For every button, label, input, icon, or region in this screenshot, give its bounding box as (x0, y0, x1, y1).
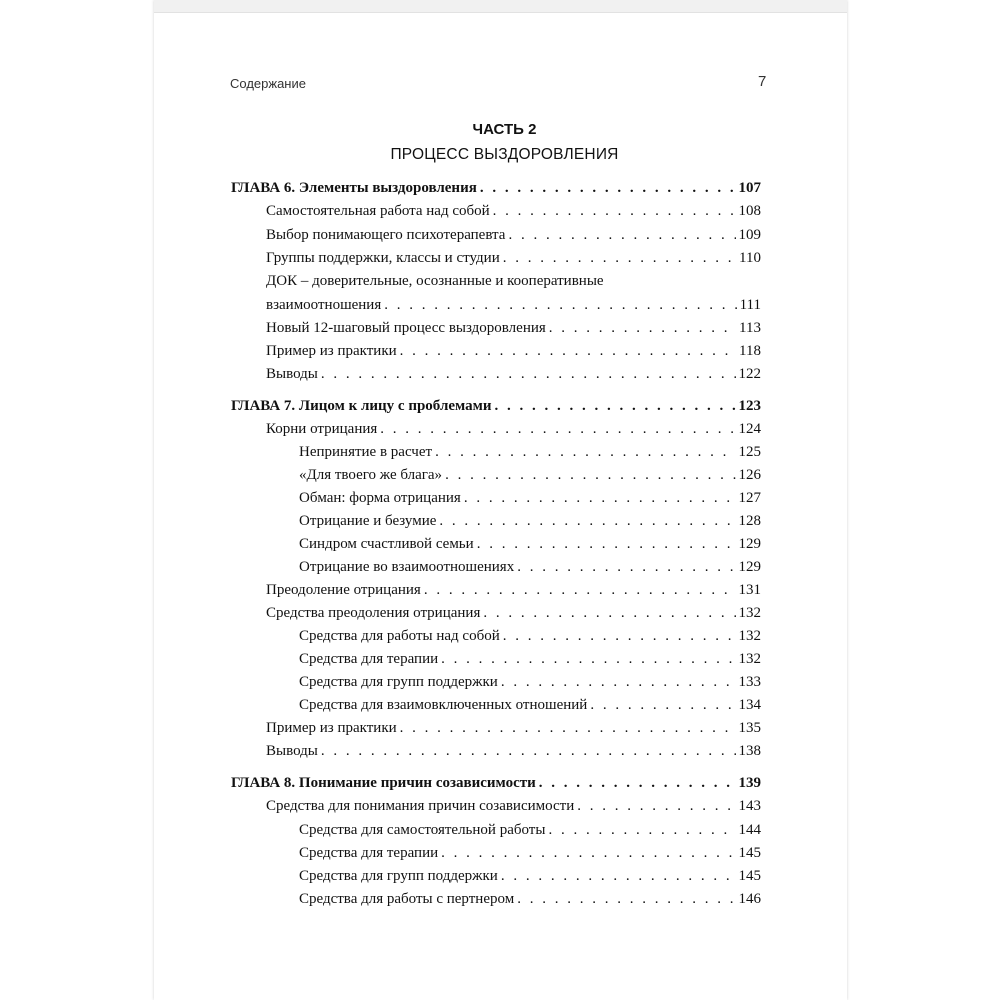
toc-entry-title: Группы поддержки, классы и студии (266, 250, 500, 266)
toc-leader-dots (321, 366, 736, 383)
toc-entry-title: Непринятие в расчет (299, 444, 433, 460)
toc-leader-dots (495, 398, 736, 415)
toc-entry-page: 124 (738, 421, 761, 437)
toc-subsection-entry (299, 822, 761, 846)
toc-entry-page: 123 (738, 398, 761, 414)
toc-entry-page: 134 (738, 697, 761, 713)
toc-leader-dots (400, 720, 736, 737)
toc-section-entry (266, 203, 761, 227)
toc-leader-dots (501, 674, 736, 691)
toc-section-entry (266, 743, 761, 767)
toc-entry-title: Средства преодоления отрицания (266, 605, 481, 621)
toc-entry-title: Выбор понимающего психотерапевта (266, 227, 506, 243)
toc-leader-dots (508, 227, 735, 244)
toc-entry-title: Средства для понимания причин созависимости (266, 798, 575, 814)
toc-entry-title: Отрицание во взаимоотношениях (299, 559, 515, 575)
toc-subsection-entry (299, 891, 761, 915)
toc-entry-title: Преодоление отрицания (266, 582, 421, 598)
toc-leader-dots (441, 651, 735, 668)
toc-entry-title: Средства для взаимовключенных отношений (299, 697, 588, 713)
toc-leader-dots (590, 697, 735, 714)
toc-section-entry (266, 798, 761, 822)
toc-leader-dots (380, 421, 735, 438)
toc-entry-page: 127 (738, 490, 761, 506)
toc-section-entry (266, 720, 761, 744)
toc-entry-page: 125 (738, 444, 761, 460)
toc-entry-page: 138 (738, 743, 761, 759)
toc-leader-dots (503, 250, 736, 267)
toc-entry-title: Выводы (266, 743, 318, 759)
toc-entry-page: 107 (738, 180, 761, 196)
toc-subsection-entry (299, 651, 761, 675)
toc-subsection-entry (299, 444, 761, 468)
toc-section-entry (266, 250, 761, 274)
toc-entry-page: 126 (738, 467, 761, 483)
toc-entry-title: Средства для работы с пертнером (299, 891, 515, 907)
toc-entry-title: ГЛАВА 8. Понимание причин созависимости (231, 775, 536, 791)
book-page (154, 0, 847, 1000)
toc-entry-page: 129 (738, 559, 761, 575)
toc-subsection-entry (299, 536, 761, 560)
toc-entry-page: 145 (738, 845, 761, 861)
toc-entry-page: 110 (739, 250, 761, 266)
toc-section-entry (266, 343, 761, 367)
toc-entry-title: Средства для работы над собой (299, 628, 500, 644)
part-title: ПРОЦЕСС ВЫЗДОРОВЛЕНИЯ (390, 146, 619, 163)
toc-entry-title: Средства для самостоятельной работы (299, 822, 546, 838)
toc-entry-page: 128 (738, 513, 761, 529)
toc-leader-dots (441, 845, 735, 862)
toc-entry-title: Самостоятельная работа над собой (266, 203, 490, 219)
toc-entry-page: 131 (738, 582, 761, 598)
toc-leader-dots (548, 822, 735, 839)
toc-entry-page: 143 (738, 798, 761, 814)
toc-entry-page: 109 (738, 227, 761, 243)
running-head: Содержание (230, 76, 306, 91)
toc-entry-title: Выводы (266, 366, 318, 382)
toc-subsection-entry (299, 513, 761, 537)
toc-leader-dots (424, 582, 736, 599)
toc-entry-title: Средства для терапии (299, 845, 439, 861)
toc-leader-dots (517, 559, 735, 576)
toc-entry-page: 118 (739, 343, 761, 359)
toc-leader-dots (503, 628, 736, 645)
toc-leader-dots (400, 343, 736, 360)
toc-entry-page: 132 (738, 605, 761, 621)
toc-entry-title: Пример из практики (266, 720, 397, 736)
toc-leader-dots (321, 743, 736, 760)
toc-entry-page: 111 (739, 297, 761, 313)
toc-leader-dots (493, 203, 736, 220)
toc-section-entry (266, 421, 761, 445)
toc-leader-dots (501, 868, 736, 885)
toc-section-entry (266, 366, 761, 390)
toc-entry-page: 135 (738, 720, 761, 736)
toc-section-entry (266, 320, 761, 344)
toc-entry-page: 129 (738, 536, 761, 552)
toc-entry-title: Средства для групп поддержки (299, 868, 498, 884)
toc-entry-title: Отрицание и безумие (299, 513, 437, 529)
toc-section-entry (266, 227, 761, 251)
toc-entry-page: 139 (738, 775, 761, 791)
toc-leader-dots (483, 605, 735, 622)
toc-entry-title: Средства для групп поддержки (299, 674, 498, 690)
toc-entry-title: «Для твоего же блага» (299, 467, 443, 483)
toc-chapter-entry (231, 398, 761, 422)
toc-entry-page: 133 (738, 674, 761, 690)
toc-entry-title: Синдром счастливой семьи (299, 536, 474, 552)
toc-entry-page: 122 (738, 366, 761, 382)
toc-section-entry (266, 605, 761, 629)
toc-entry-page: 113 (739, 320, 761, 336)
toc-entry-page: 145 (738, 868, 761, 884)
toc-subsection-entry (299, 845, 761, 869)
toc-leader-dots (384, 297, 736, 314)
toc-entry-title: ГЛАВА 7. Лицом к лицу с проблемами (231, 398, 492, 414)
toc-subsection-entry (299, 868, 761, 892)
toc-leader-dots (517, 891, 735, 908)
toc-leader-dots (577, 798, 735, 815)
toc-section-entry (266, 582, 761, 606)
toc-chapter-entry (231, 180, 761, 204)
toc-subsection-entry (299, 559, 761, 583)
toc-leader-dots (464, 490, 736, 507)
part-number: ЧАСТЬ 2 (472, 121, 537, 138)
toc-subsection-entry (299, 697, 761, 721)
toc-leader-dots (439, 513, 735, 530)
toc-entry-page: 144 (738, 822, 761, 838)
toc-entry-title: взаимоотношения (266, 297, 382, 313)
toc-entry-title: Средства для терапии (299, 651, 439, 667)
toc-entry-page: 146 (738, 891, 761, 907)
toc-entry-page: 132 (738, 651, 761, 667)
toc-entry-title: Новый 12-шаговый процесс выздоровления (266, 320, 546, 336)
toc-leader-dots (477, 536, 736, 553)
toc-entry-title: ДОК – доверительные, осознанные и кооперативные (266, 273, 604, 289)
toc-entry-title: Корни отрицания (266, 421, 378, 437)
toc-chapter-entry (231, 775, 761, 799)
toc-entry-title: Обман: форма отрицания (299, 490, 461, 506)
toc-entry-title: Пример из практики (266, 343, 397, 359)
toc-leader-dots (539, 775, 736, 792)
toc-subsection-entry (299, 467, 761, 491)
toc-subsection-entry (299, 490, 761, 514)
toc-entry-page: 132 (738, 628, 761, 644)
toc-leader-dots (549, 320, 736, 337)
toc-subsection-entry (299, 674, 761, 698)
toc-subsection-entry (299, 628, 761, 652)
toc-entry-title: ГЛАВА 6. Элементы выздоровления (231, 180, 477, 196)
page-number: 7 (758, 73, 767, 90)
toc-leader-dots (480, 180, 736, 197)
toc-section-entry (266, 297, 761, 321)
toc-leader-dots (435, 444, 735, 461)
page-top-edge (154, 0, 847, 13)
toc-leader-dots (445, 467, 735, 484)
toc-entry-page: 108 (738, 203, 761, 219)
